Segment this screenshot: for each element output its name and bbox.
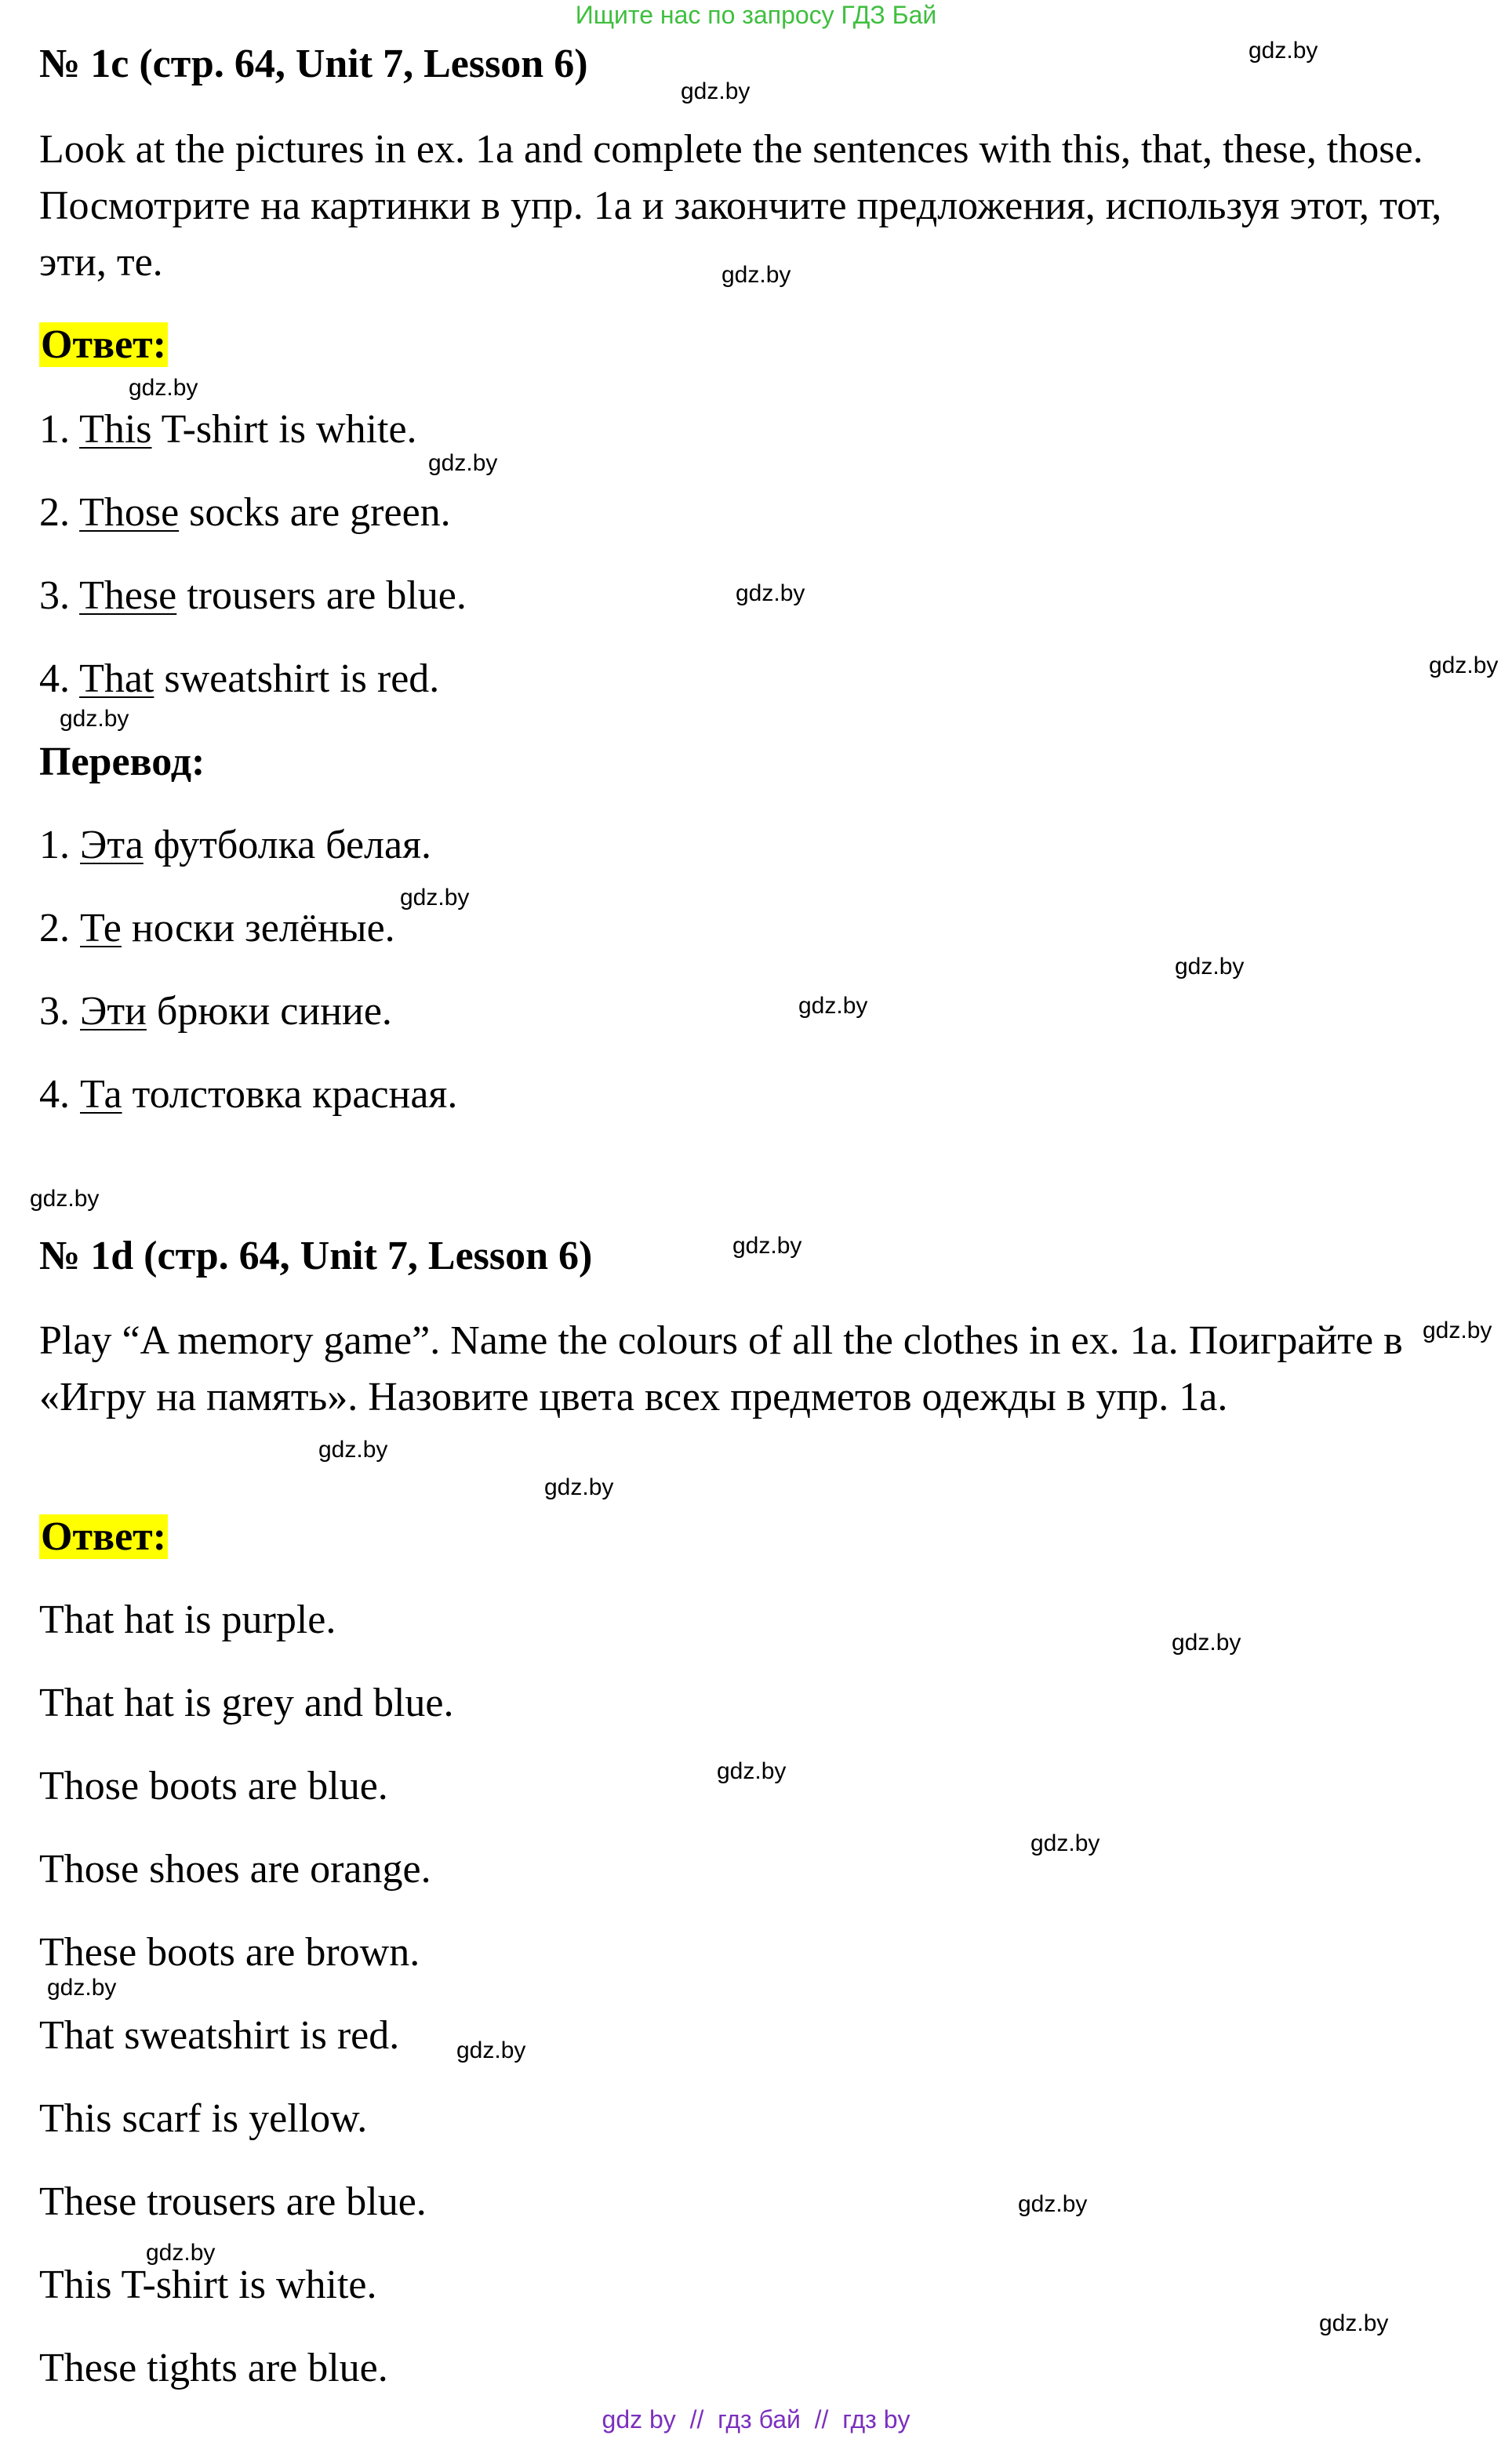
translation-rest: брюки синие. [156,989,392,1034]
translation-rest: футболка белая. [153,823,431,867]
ex1d-task-ru: Поиграйте в «Игру на память». Назовите цвета всех предметов одежды в упр. 1а. [39,1318,1403,1419]
ex1d-answer-9: This T-shirt is white. [39,2263,377,2307]
top-banner-link[interactable]: Ищите нас по запросу ГДЗ Бай [575,1,937,29]
watermark: gdz.by [681,78,751,104]
answer-number: 4. [39,656,70,701]
ex1d-answer-4: Those shoes are orange. [39,1847,431,1892]
ex1c-answer-3 [39,572,467,620]
ex1d-answer-8: These trousers are blue. [39,2179,427,2224]
watermark: gdz.by [47,1975,117,2001]
translation-pronoun: Та [80,1072,122,1117]
ex1d-answer-6: That sweatshirt is red. [39,2013,400,2058]
ex1c-answer-1 [39,406,417,453]
translation-rest: носки зелёные. [131,906,395,951]
ex1c-answer-4 [39,656,439,703]
translation-number: 4. [39,1072,70,1117]
ex1c-translation-2 [39,905,395,952]
watermark: gdz.by [1018,2191,1088,2217]
bottom-banner-link[interactable]: gdz by // гдз бай // гдз by [602,2405,910,2434]
watermark: gdz.by [400,885,470,911]
answer-rest: trousers are blue. [187,573,467,618]
ex1c-translation-3 [39,988,392,1035]
answer-rest: sweatshirt is red. [164,656,440,701]
ex1c-task-ru: Посмотрите на картинки в упр. 1а и закончите предложения, используя этот, тот, эти, те. [39,184,1442,285]
ex1d-task-en: Play “A memory game”. Name the colours of all the clothes in ex. 1a. [39,1318,1179,1363]
ex1d-answer-2: That hat is grey and blue. [39,1681,454,1725]
translation-rest: толстовка красная. [132,1072,458,1117]
ex1d-heading: № 1d (стр. 64, Unit 7, Lesson 6) [39,1234,593,1278]
watermark: gdz.by [732,1233,802,1259]
ex1c-translation-label: Перевод: [39,740,205,784]
answer-pronoun: These [79,573,177,618]
ex1c-answer-label: Ответ: [41,322,167,367]
ex1d-answer-label: Ответ: [41,1514,167,1559]
watermark: gdz.by [428,450,498,476]
ex1c-translation-1 [39,822,431,869]
watermark: gdz.by [60,706,129,732]
ex1c-answer-label-row [39,322,168,369]
ex1c-heading: № 1с (стр. 64, Unit 7, Lesson 6) [39,42,588,86]
answer-rest: socks are green. [189,490,451,535]
watermark: gdz.by [146,2240,216,2266]
answer-pronoun: That [79,656,154,701]
watermark: gdz.by [1175,954,1245,980]
watermark: gdz.by [318,1437,388,1463]
ex1d-answer-3: Those boots are blue. [39,1764,388,1808]
translation-number: 2. [39,906,70,951]
answer-number: 3. [39,573,70,618]
watermark: gdz.by [798,993,868,1019]
answer-pronoun: This [79,407,152,452]
ex1d-answer-5: These boots are brown. [39,1930,420,1975]
watermark: gdz.by [1429,652,1499,678]
answer-rest: T-shirt is white. [161,407,417,452]
answer-number: 1. [39,407,70,452]
ex1d-answer-10: These tights are blue. [39,2346,388,2390]
ex1c-translation-4 [39,1071,457,1118]
watermark: gdz.by [721,262,791,288]
translation-number: 3. [39,989,70,1034]
watermark: gdz.by [1172,1630,1241,1656]
answer-pronoun: Those [79,490,180,535]
watermark: gdz.by [544,1474,614,1500]
watermark: gdz.by [736,580,805,606]
ex1d-answer-7: This scarf is yellow. [39,2096,368,2141]
watermark: gdz.by [1423,1318,1492,1343]
translation-number: 1. [39,823,70,867]
ex1c-answer-2 [39,489,451,536]
watermark: gdz.by [1030,1830,1100,1856]
watermark: gdz.by [1319,2310,1389,2336]
translation-pronoun: Эта [80,823,144,867]
watermark: gdz.by [30,1186,100,1212]
ex1d-answer-1: That hat is purple. [39,1598,336,1642]
ex1d-task [39,1313,1482,1426]
watermark: gdz.by [717,1758,787,1784]
answer-number: 2. [39,490,70,535]
watermark: gdz.by [1248,38,1318,64]
translation-pronoun: Эти [80,989,147,1034]
ex1c-task-en: Look at the pictures in ex. 1a and complete the sentences with this, that, these, those. [39,127,1423,172]
watermark: gdz.by [456,2037,526,2063]
watermark: gdz.by [129,375,198,401]
ex1d-answer-label-row [39,1514,168,1561]
translation-pronoun: Те [80,906,122,951]
